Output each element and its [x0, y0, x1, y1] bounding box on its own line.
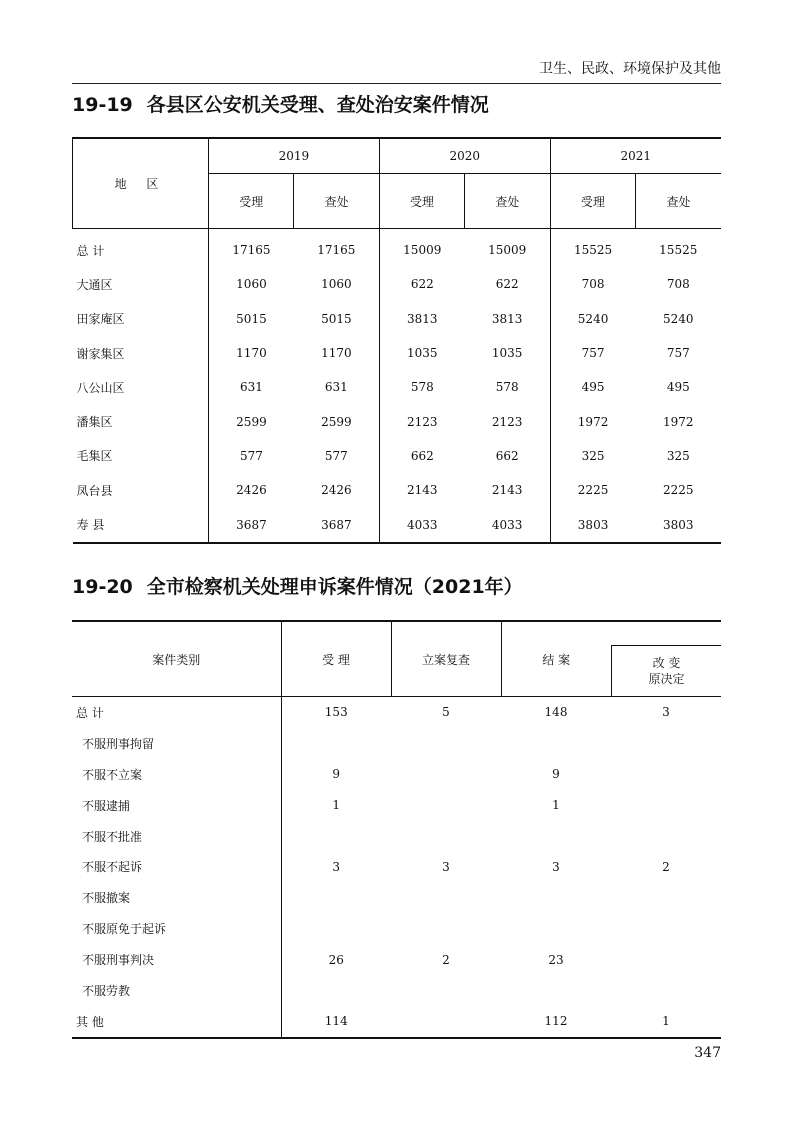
table-cell: 708: [581, 277, 605, 292]
table-cell: 15525: [573, 243, 613, 258]
table-cell: 3803: [662, 517, 694, 532]
table-cell: 577: [294, 439, 379, 473]
table-cell: 17165: [294, 229, 379, 268]
table-cell: [501, 975, 611, 1006]
region-name: 田家庵区: [73, 302, 209, 336]
table-cell: [391, 821, 501, 852]
table-cell: 1: [332, 798, 341, 813]
table-cell: 3: [552, 859, 560, 874]
procuratorate-appeals-table: [72, 620, 721, 1039]
table-cell: 15009: [465, 229, 550, 268]
table-cell: 1060: [236, 277, 267, 292]
sub-header: 查处: [294, 174, 379, 229]
table-cell: 662: [410, 448, 434, 463]
table-cell: 15009: [403, 243, 442, 258]
table-cell: [611, 728, 721, 759]
header-rule: [72, 83, 721, 84]
table-cell: 112: [544, 1014, 568, 1029]
table1-title: [72, 90, 489, 117]
table-row: [72, 821, 721, 852]
table-cell: 9: [332, 767, 341, 782]
table-row: [72, 728, 721, 759]
table-row: [72, 759, 721, 790]
case-category: 不服刑事判决: [72, 944, 281, 975]
case-category: 不服刑事拘留: [72, 728, 281, 759]
region-name: 潘集区: [73, 404, 209, 438]
region-name: 毛集区: [73, 439, 209, 473]
table-cell: 622: [465, 267, 550, 301]
table-cell: 9: [552, 767, 560, 782]
table-cell: 3687: [294, 507, 379, 542]
table-cell: [391, 1006, 501, 1038]
table-cell: 2599: [236, 414, 267, 429]
table-cell: [391, 975, 501, 1006]
table-row: [73, 370, 722, 404]
table-row: [73, 439, 722, 473]
table-cell: 2426: [294, 473, 379, 507]
table-cell: 3: [662, 705, 670, 720]
table-cell: 757: [581, 346, 605, 361]
table-cell: 2599: [294, 404, 379, 438]
table-cell: 3: [332, 859, 341, 874]
table-row: [73, 507, 722, 542]
table-cell: 114: [324, 1014, 348, 1029]
table-cell: [281, 913, 391, 944]
case-category: 其 他: [72, 1006, 281, 1038]
table-cell: 23: [548, 952, 564, 967]
table-cell: 577: [240, 448, 263, 463]
table-cell: 2: [662, 859, 670, 874]
accepted-header: 受 理: [281, 621, 391, 697]
table-cell: [501, 913, 611, 944]
table2-number: 19-20: [72, 576, 133, 598]
table-cell: [611, 913, 721, 944]
table-cell: 325: [581, 448, 605, 463]
table-row: [73, 404, 722, 438]
table-cell: 3803: [577, 517, 609, 532]
case-category: 不服不立案: [72, 759, 281, 790]
case-category: 不服撤案: [72, 882, 281, 913]
case-category: 不服不起诉: [72, 851, 281, 882]
table-cell: 2426: [236, 483, 267, 498]
table-row: [72, 790, 721, 821]
table-cell: [281, 882, 391, 913]
table-cell: [611, 944, 721, 975]
table-row: [72, 975, 721, 1006]
table-cell: 5015: [236, 311, 267, 326]
table-cell: 325: [666, 448, 690, 463]
table-cell: 4033: [406, 517, 438, 532]
table-cell: 757: [666, 346, 690, 361]
table-cell: 495: [666, 380, 690, 395]
table-cell: 15525: [659, 243, 698, 258]
table-cell: 578: [410, 380, 434, 395]
year-header: 2019: [209, 138, 380, 174]
sub-header: 受理: [550, 174, 635, 229]
page-number: 347: [694, 1045, 721, 1061]
closed-header: 结 案: [501, 621, 611, 697]
region-name: 寿 县: [73, 507, 209, 542]
table-cell: [391, 728, 501, 759]
table-cell: 578: [465, 370, 550, 404]
table2-title: [72, 572, 523, 599]
table-cell: [391, 790, 501, 821]
sub-header: 查处: [465, 174, 550, 229]
table-cell: 5240: [577, 311, 609, 326]
table-cell: 2143: [406, 483, 438, 498]
changed-line2: 原决定: [648, 672, 685, 686]
table-cell: 153: [324, 705, 348, 720]
table-cell: 495: [581, 380, 605, 395]
changed-decision-header: [611, 621, 721, 697]
table-cell: [391, 882, 501, 913]
sub-header: 受理: [379, 174, 464, 229]
region-name: 总 计: [73, 229, 209, 268]
table-cell: [501, 882, 611, 913]
table-cell: 708: [666, 277, 690, 292]
year-header: 2021: [550, 138, 721, 174]
table-cell: [611, 821, 721, 852]
table-row: [72, 1006, 721, 1038]
case-category: 不服原免于起诉: [72, 913, 281, 944]
table-row: [72, 913, 721, 944]
table-row: [73, 473, 722, 507]
table-row: [72, 851, 721, 882]
table-row: [72, 697, 721, 728]
table-cell: [281, 975, 391, 1006]
table-cell: 3813: [465, 302, 550, 336]
table-cell: 26: [328, 952, 344, 967]
table-cell: [611, 759, 721, 790]
table-cell: 2143: [465, 473, 550, 507]
region-name: 谢家集区: [73, 336, 209, 370]
table-cell: 3813: [406, 311, 438, 326]
table-cell: 2: [442, 952, 450, 967]
table-cell: 5015: [294, 302, 379, 336]
table-cell: 622: [410, 277, 434, 292]
table-cell: 1035: [465, 336, 550, 370]
case-category: 不服逮捕: [72, 790, 281, 821]
sub-header: 受理: [209, 174, 294, 229]
table-cell: 1060: [294, 267, 379, 301]
table-cell: 1: [552, 798, 560, 813]
table-cell: [611, 790, 721, 821]
chapter-header: 卫生、民政、环境保护及其他: [539, 61, 721, 77]
table-cell: [391, 759, 501, 790]
table-row: [73, 267, 722, 301]
table-cell: 631: [294, 370, 379, 404]
table1-number: 19-19: [72, 94, 133, 116]
year-header: 2020: [379, 138, 550, 174]
case-category: 不服劳教: [72, 975, 281, 1006]
reexamined-header: 立案复查: [391, 621, 501, 697]
table-cell: 5240: [662, 311, 694, 326]
table-cell: 1: [662, 1014, 670, 1029]
table-cell: 3: [442, 859, 450, 874]
case-category: 总 计: [72, 697, 281, 728]
public-security-table: [72, 137, 721, 544]
table-cell: 2123: [465, 404, 550, 438]
category-header: 案件类别: [152, 652, 201, 667]
region-name: 大通区: [73, 267, 209, 301]
table-cell: 631: [240, 380, 263, 395]
table-cell: [611, 975, 721, 1006]
table-cell: 2123: [406, 414, 438, 429]
table-cell: 17165: [232, 243, 271, 258]
sub-header: 查处: [636, 174, 721, 229]
table-cell: 1035: [406, 346, 438, 361]
table-cell: 1170: [294, 336, 379, 370]
table-row: [73, 229, 722, 268]
table-cell: 5: [442, 705, 450, 720]
table-cell: 1972: [662, 414, 694, 429]
case-category: 不服不批准: [72, 821, 281, 852]
region-name: 凤台县: [73, 473, 209, 507]
table-cell: 2225: [577, 483, 609, 498]
table-cell: [281, 728, 391, 759]
table-cell: [501, 821, 611, 852]
table-cell: 3687: [236, 517, 267, 532]
table-row: [72, 882, 721, 913]
region-name: 八公山区: [73, 370, 209, 404]
table1-title-text: 各县区公安机关受理、查处治安案件情况: [146, 94, 489, 116]
table-row: [73, 302, 722, 336]
table-row: [72, 944, 721, 975]
table-cell: 1972: [577, 414, 609, 429]
table-cell: [391, 913, 501, 944]
table-cell: 148: [544, 705, 568, 720]
region-header: 地 区: [73, 138, 209, 229]
table-cell: 1170: [236, 346, 267, 361]
changed-decision-box: [611, 645, 721, 696]
changed-line1: 改 变: [652, 656, 681, 670]
table-cell: [281, 821, 391, 852]
table-row: [73, 336, 722, 370]
table-cell: 662: [465, 439, 550, 473]
table-cell: [611, 882, 721, 913]
table-cell: [501, 728, 611, 759]
table-cell: 4033: [465, 507, 550, 542]
table2-title-text: 全市检察机关处理申诉案件情况（2021年）: [146, 576, 523, 598]
table-cell: 2225: [662, 483, 694, 498]
